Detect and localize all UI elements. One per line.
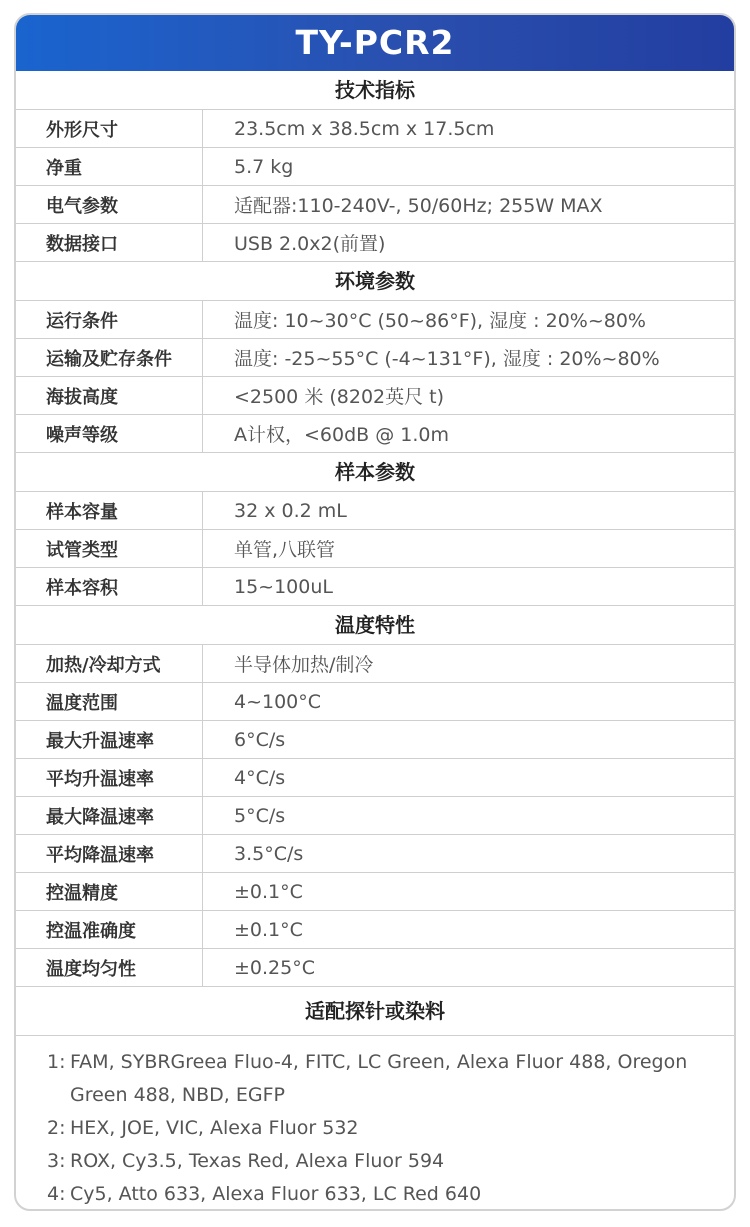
spec-row: [16, 492, 734, 530]
spec-value: 4°C/s: [234, 766, 286, 789]
spec-label: 最大升温速率: [16, 721, 203, 758]
spec-row: [16, 110, 734, 148]
dye-item: [47, 1145, 734, 1178]
dye-text: Cy5, Atto 633, Alexa Fluor 633, LC Red 640: [70, 1183, 482, 1205]
dye-item: [47, 1112, 734, 1145]
spec-value: 3.5°C/s: [234, 842, 304, 865]
section-title: 样本参数: [16, 453, 734, 492]
dyes-section: [16, 987, 734, 1211]
spec-label: 噪声等级: [16, 415, 203, 452]
section-title: 温度特性: [16, 606, 734, 645]
spec-row: [16, 835, 734, 873]
dye-number: 4:: [47, 1183, 66, 1205]
spec-row: [16, 148, 734, 186]
spec-row: [16, 911, 734, 949]
section-title: 技术指标: [16, 71, 734, 110]
spec-value: 半导体加热/制冷: [234, 654, 374, 676]
spec-row: [16, 530, 734, 568]
spec-label: 控温精度: [16, 873, 203, 910]
spec-row: [16, 301, 734, 339]
spec-row: [16, 339, 734, 377]
spec-label: 控温准确度: [16, 911, 203, 948]
spec-label: 外形尺寸: [16, 110, 203, 147]
spec-card: [14, 13, 736, 1211]
spec-label: 净重: [16, 148, 203, 185]
spec-label: 试管类型: [16, 530, 203, 567]
spec-label: 样本容积: [16, 568, 203, 605]
section-title: 环境参数: [16, 262, 734, 301]
spec-label: 平均升温速率: [16, 759, 203, 796]
spec-value: 4~100°C: [234, 690, 322, 713]
spec-row: [16, 759, 734, 797]
product-title: TY-PCR2: [16, 15, 734, 71]
spec-value: 适配器:110-240V-, 50/60Hz; 255W MAX: [234, 195, 603, 217]
spec-row: [16, 568, 734, 606]
spec-label: 温度均匀性: [16, 949, 203, 986]
dye-item: [47, 1178, 734, 1211]
spec-row: [16, 645, 734, 683]
spec-row: [16, 415, 734, 453]
dyes-title: 适配探针或染料: [16, 987, 734, 1036]
spec-row: [16, 949, 734, 987]
spec-row: [16, 873, 734, 911]
spec-value: ±0.1°C: [234, 880, 303, 903]
spec-label: 平均降温速率: [16, 835, 203, 872]
dye-text: HEX, JOE, VIC, Alexa Fluor 532: [70, 1117, 359, 1139]
spec-label: 海拔高度: [16, 377, 203, 414]
spec-sections: [16, 71, 734, 987]
spec-row: [16, 224, 734, 262]
spec-value: 单管,八联管: [234, 539, 336, 561]
spec-value: 15~100uL: [234, 575, 333, 598]
spec-label: 数据接口: [16, 224, 203, 261]
spec-value: ±0.25°C: [234, 956, 315, 979]
spec-row: [16, 377, 734, 415]
spec-row: [16, 683, 734, 721]
spec-value: 5.7 kg: [234, 155, 294, 178]
spec-label: 最大降温速率: [16, 797, 203, 834]
spec-label: 电气参数: [16, 186, 203, 223]
dye-text: FAM, SYBRGreea Fluo-4, FITC, LC Green, Alexa Fluor 488, Oregon Green 488, NBD, EGFP: [70, 1051, 688, 1106]
spec-value: 6°C/s: [234, 728, 286, 751]
spec-value: 5°C/s: [234, 804, 286, 827]
spec-value: <2500 米 (8202英尺 t): [234, 386, 445, 408]
dye-number: 2:: [47, 1117, 66, 1139]
dyes-list: [16, 1036, 734, 1211]
dye-item: [47, 1046, 734, 1112]
spec-label: 运行条件: [16, 301, 203, 338]
spec-value: ±0.1°C: [234, 918, 303, 941]
spec-label: 运输及贮存条件: [16, 339, 203, 376]
spec-value: USB 2.0x2(前置): [234, 233, 386, 255]
spec-value: 温度: 10~30°C (50~86°F), 湿度 : 20%~80%: [234, 310, 646, 332]
spec-row: [16, 797, 734, 835]
spec-value: A计权，<60dB @ 1.0m: [234, 424, 449, 446]
spec-row: [16, 721, 734, 759]
spec-label: 加热/冷却方式: [16, 645, 203, 682]
spec-row: [16, 186, 734, 224]
dye-number: 3:: [47, 1150, 66, 1172]
spec-value: 23.5cm x 38.5cm x 17.5cm: [234, 117, 495, 140]
spec-label: 样本容量: [16, 492, 203, 529]
dye-number: 1:: [47, 1051, 66, 1073]
spec-value: 32 x 0.2 mL: [234, 499, 347, 522]
dye-text: ROX, Cy3.5, Texas Red, Alexa Fluor 594: [70, 1150, 445, 1172]
spec-label: 温度范围: [16, 683, 203, 720]
spec-value: 温度: -25~55°C (-4~131°F), 湿度 : 20%~80%: [234, 348, 660, 370]
